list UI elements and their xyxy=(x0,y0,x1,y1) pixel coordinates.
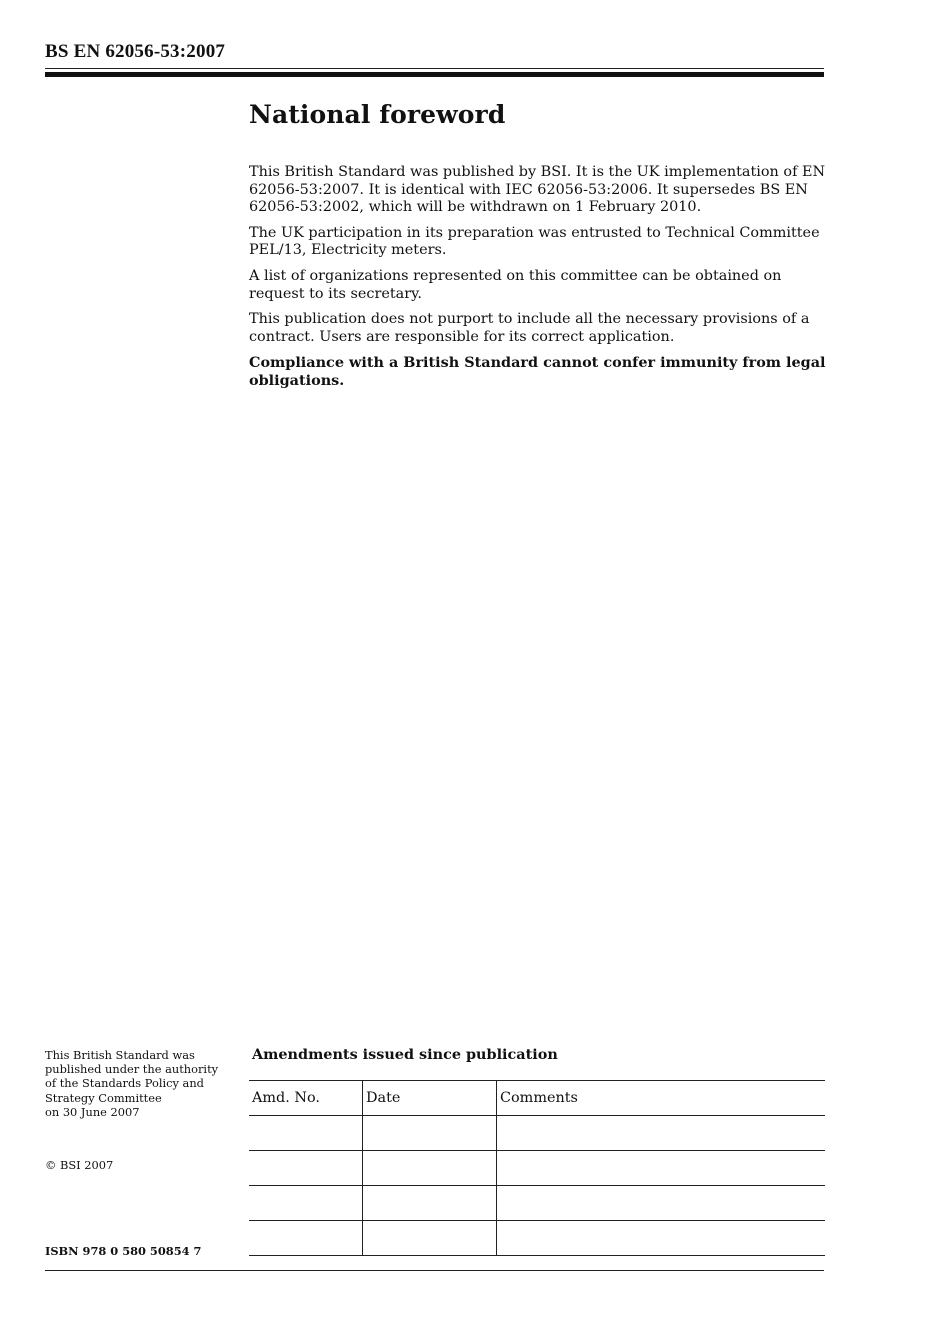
foreword-paragraph-4: This publication does not purport to include all the necessary provisions of a contract. Users are responsible for its correct application. xyxy=(249,311,810,345)
publication-note xyxy=(45,1048,235,1119)
amendments-heading: Amendments issued since publication xyxy=(252,1046,558,1063)
document-id: BS EN 62056-53:2007 xyxy=(45,41,226,62)
header-thick-rule xyxy=(45,72,824,77)
foreword-paragraph-1: This British Standard was published by BSI. It is the UK implementation of EN 62056-53:2007. It is identical with IEC 62056-53:2006. It supersedes BS EN 62056-53:2002, which will be withdrawn on 1 February 2010. xyxy=(249,164,826,216)
header-thin-rule xyxy=(45,68,824,69)
table-cell xyxy=(363,1151,497,1186)
column-header-comments: Comments xyxy=(497,1081,826,1116)
table-row xyxy=(249,1221,825,1256)
copyright-notice: © BSI 2007 xyxy=(45,1158,114,1172)
column-header-date: Date xyxy=(363,1081,497,1116)
footer-rule xyxy=(45,1270,824,1271)
foreword-paragraph-3: A list of organizations represented on this committee can be obtained on request to its secretary. xyxy=(249,267,782,302)
table-row xyxy=(249,1151,825,1186)
publication-note-line: This British Standard was xyxy=(45,1048,195,1062)
table-cell xyxy=(363,1221,497,1256)
table-cell xyxy=(363,1116,497,1151)
page-title: National foreword xyxy=(249,100,506,129)
amendments-header-row xyxy=(249,1081,825,1116)
table-cell xyxy=(497,1221,826,1256)
legal-statement: Compliance with a British Standard cannot confer immunity from legal obligations. xyxy=(249,354,826,389)
publication-note-line: Strategy Committee xyxy=(45,1090,162,1105)
table-cell xyxy=(363,1186,497,1221)
table-cell xyxy=(497,1151,826,1186)
publication-note-line: on 30 June 2007 xyxy=(45,1104,140,1119)
table-cell xyxy=(497,1186,826,1221)
table-row xyxy=(249,1186,825,1221)
table-row xyxy=(249,1116,825,1151)
foreword-body xyxy=(249,164,829,398)
column-header-amd-no: Amd. No. xyxy=(249,1081,363,1116)
publication-note-line: of the Standards Policy and xyxy=(45,1076,204,1091)
foreword-paragraph-2: The UK participation in its preparation was entrusted to Technical Committee PEL/13, Electricity meters. xyxy=(249,224,820,259)
table-cell xyxy=(249,1221,363,1256)
isbn: ISBN 978 0 580 50854 7 xyxy=(45,1244,202,1258)
amendments-table xyxy=(249,1080,825,1256)
table-cell xyxy=(249,1186,363,1221)
publication-note-line: published under the authority xyxy=(45,1062,219,1077)
table-cell xyxy=(249,1116,363,1151)
table-cell xyxy=(249,1151,363,1186)
table-cell xyxy=(497,1116,826,1151)
